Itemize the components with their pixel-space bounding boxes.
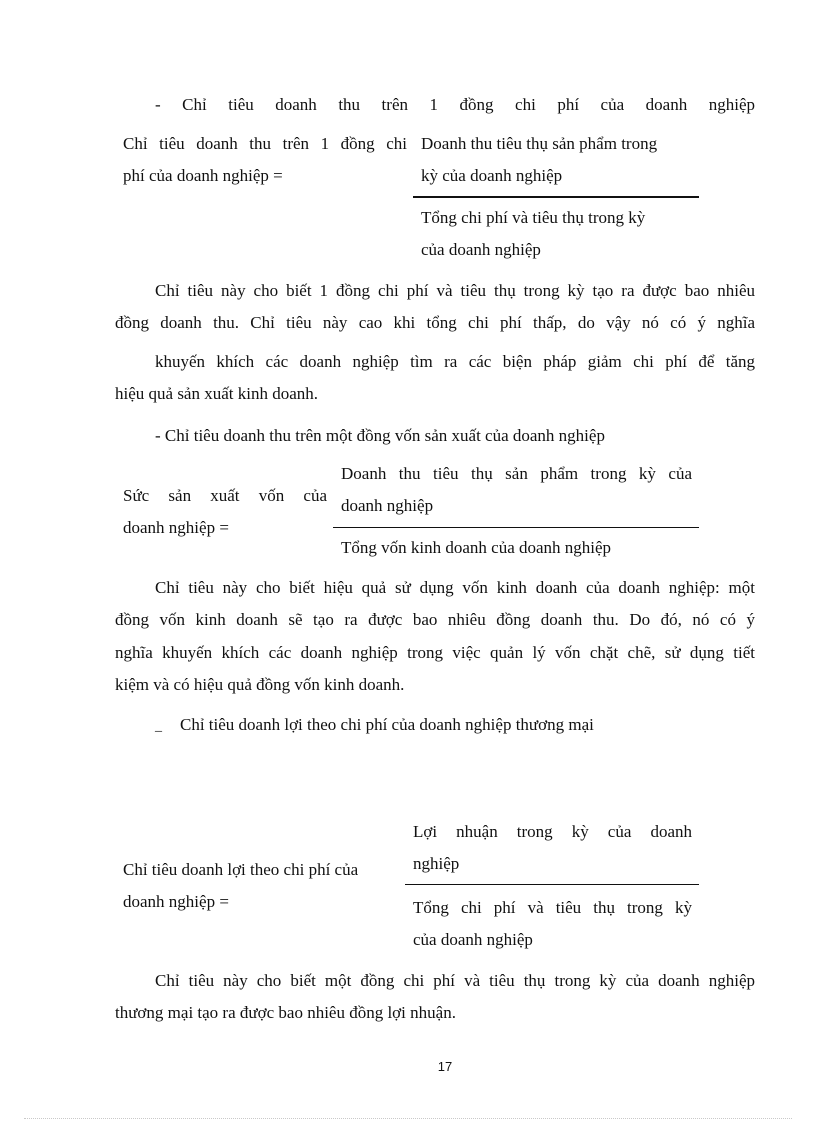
para2-line3: nghĩa khuyến khích các doanh nghiệp trong việc quản lý vốn chặt chẽ, sử dụng tiết	[115, 643, 755, 662]
formula1-fraction-bar	[413, 196, 699, 198]
formula1-denominator-line1: Tổng chi phí và tiêu thụ trong kỳ	[421, 208, 646, 227]
page-number: 17	[437, 1059, 453, 1074]
page-bottom-border	[24, 1118, 792, 1119]
formula1-numerator-line2: kỳ của doanh nghiệp	[421, 166, 563, 185]
formula1-lhs-line2: phí của doanh nghiệp =	[123, 166, 283, 185]
formula3-lhs-line1: Chỉ tiêu doanh lợi theo chi phí của	[123, 860, 359, 879]
para1-line4: hiệu quả sản xuất kinh doanh.	[115, 384, 319, 403]
para1-line2: đồng doanh thu. Chỉ tiêu này cao khi tổng chi phí thấp, do vậy nó có ý nghĩa	[115, 313, 755, 332]
formula1-denominator-line2: của doanh nghiệp	[421, 240, 541, 259]
formula2-denominator-line1: Tổng vốn kinh doanh của doanh nghiệp	[341, 538, 612, 557]
formula3-denominator-line2: của doanh nghiệp	[413, 930, 533, 949]
formula3-denominator-line1: Tổng chi phí và tiêu thụ trong kỳ	[413, 898, 692, 917]
formula2-numerator-line1: Doanh thu tiêu thụ sản phẩm trong kỳ của	[341, 464, 692, 483]
para2-line2: đồng vốn kinh doanh sẽ tạo ra được bao nhiêu đồng doanh thu. Do đó, nó có ý	[115, 610, 755, 629]
formula2-numerator-line2: doanh nghiệp	[341, 496, 434, 515]
para2-line1: Chỉ tiêu này cho biết hiệu quả sử dụng vốn kinh doanh của doanh nghiệp: một	[155, 578, 755, 597]
heading-profit-per-cost: Chỉ tiêu doanh lợi theo chi phí của doanh nghiệp thương mại	[180, 715, 594, 734]
formula2-lhs-line2: doanh nghiệp =	[123, 518, 229, 537]
heading-revenue-per-capital: - Chỉ tiêu doanh thu trên một đồng vốn sản xuất của doanh nghiệp	[155, 426, 605, 445]
formula3-fraction-bar	[405, 884, 699, 885]
formula2-fraction-bar	[333, 527, 699, 528]
para3-line2: thương mại tạo ra được bao nhiêu đồng lợi nhuận.	[115, 1003, 456, 1022]
para2-line4: kiệm và có hiệu quả đồng vốn kinh doanh.	[115, 675, 405, 694]
para1-line1: Chỉ tiêu này cho biết 1 đồng chi phí và tiêu thụ trong kỳ tạo ra được bao nhiêu	[155, 281, 755, 300]
heading3-bullet: _	[155, 719, 162, 734]
formula1-lhs-line1: Chỉ tiêu doanh thu trên 1 đồng chi	[123, 134, 407, 153]
para3-line1: Chỉ tiêu này cho biết một đồng chi phí và tiêu thụ trong kỳ của doanh nghiệp	[155, 971, 755, 990]
formula3-lhs-line2: doanh nghiệp =	[123, 892, 229, 911]
para1-line3: khuyến khích các doanh nghiệp tìm ra các biện pháp giảm chi phí để tăng	[155, 352, 755, 371]
heading-revenue-per-cost: - Chỉ tiêu doanh thu trên 1 đồng chi phí của doanh nghiệp	[155, 95, 755, 114]
formula1-numerator-line1: Doanh thu tiêu thụ sản phẩm trong	[421, 134, 658, 153]
formula3-numerator-line1: Lợi nhuận trong kỳ của doanh	[413, 822, 692, 841]
formula2-lhs-line1: Sức sản xuất vốn của	[123, 486, 327, 505]
formula3-numerator-line2: nghiệp	[413, 854, 460, 873]
